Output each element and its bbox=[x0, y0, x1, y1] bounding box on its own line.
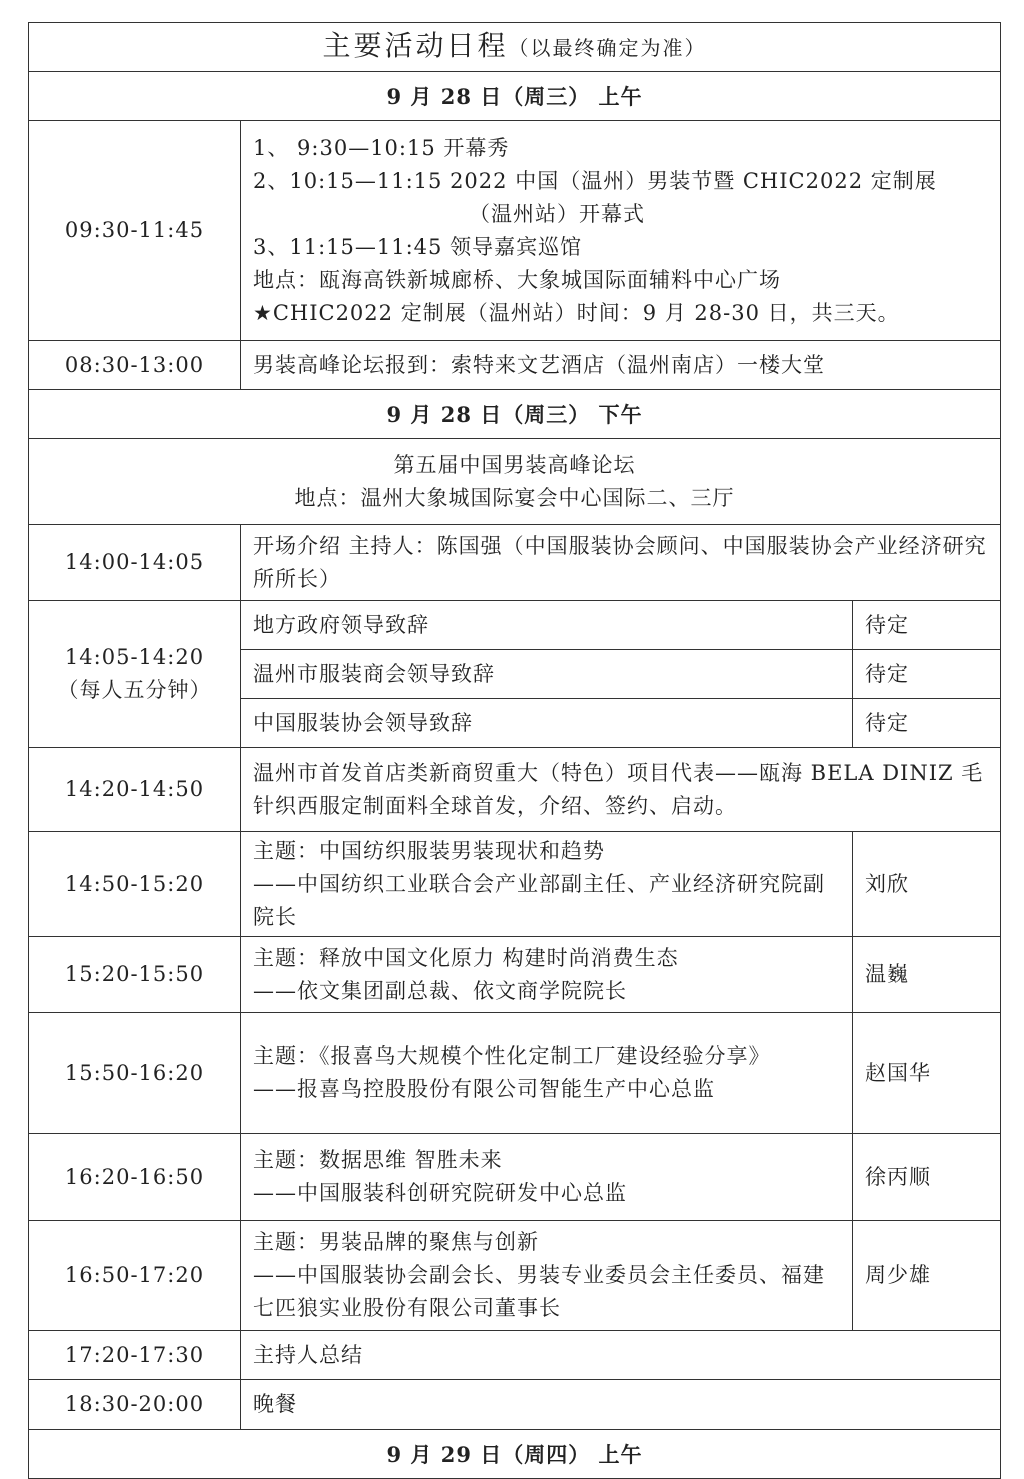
forum-info bbox=[29, 439, 1001, 525]
opening-details bbox=[241, 121, 1001, 341]
talk-role: ——报喜鸟控股股份有限公司智能生产中心总监 bbox=[253, 1077, 715, 1101]
speaker-name: 待定 bbox=[853, 699, 1001, 748]
schedule-row bbox=[29, 601, 1001, 650]
time-cell: 15:50-16:20 bbox=[29, 1013, 241, 1134]
speaker-name: 待定 bbox=[853, 650, 1001, 699]
section-header-day1-pm: 9 月 28 日（周三） 下午 bbox=[29, 390, 1001, 439]
page-title bbox=[29, 23, 1001, 72]
talk-role: ——中国服装协会副会长、男装专业委员会主任委员、福建七匹狼实业股份有限公司董事长 bbox=[253, 1263, 825, 1320]
speech-item: 中国服装协会领导致辞 bbox=[241, 699, 853, 748]
speaker-name: 温巍 bbox=[853, 937, 1001, 1013]
section-header-row bbox=[29, 1430, 1001, 1479]
speech-item: 温州市服装商会领导致辞 bbox=[241, 650, 853, 699]
schedule-row bbox=[29, 832, 1001, 937]
title-note: （以最终确定为准） bbox=[508, 36, 707, 60]
speaker-name: 徐丙顺 bbox=[853, 1134, 1001, 1221]
talk-details bbox=[241, 832, 853, 937]
schedule-table bbox=[28, 22, 1001, 1479]
speaker-name: 刘欣 bbox=[853, 832, 1001, 937]
talk-role: ——中国服装科创研究院研发中心总监 bbox=[253, 1181, 627, 1205]
speaker-name: 待定 bbox=[853, 601, 1001, 650]
talk-details bbox=[241, 1013, 853, 1134]
speech-item: 地方政府领导致辞 bbox=[241, 601, 853, 650]
time-cell: 16:20-16:50 bbox=[29, 1134, 241, 1221]
talk-topic: 主题：释放中国文化原力 构建时尚消费生态 bbox=[253, 945, 679, 970]
schedule-row bbox=[29, 525, 1001, 601]
time-cell: 14:50-15:20 bbox=[29, 832, 241, 937]
talk-topic: 主题：男装品牌的聚焦与创新 bbox=[253, 1230, 539, 1254]
speaker-name: 赵国华 bbox=[853, 1013, 1001, 1134]
schedule-row bbox=[29, 1134, 1001, 1221]
section-header-day1-am: 9 月 28 日（周三） 上午 bbox=[29, 72, 1001, 121]
time-cell: 17:20-17:30 bbox=[29, 1331, 241, 1380]
dinner-text: 晚餐 bbox=[241, 1380, 1001, 1430]
talk-topic: 主题：数据思维 智胜未来 bbox=[253, 1148, 503, 1172]
schedule-row bbox=[29, 937, 1001, 1013]
schedule-row bbox=[29, 341, 1001, 390]
title-main: 主要活动日程 bbox=[322, 29, 509, 62]
talk-topic: 主题：《报喜鸟大规模个性化定制工厂建设经验分享》 bbox=[253, 1044, 771, 1068]
forum-venue: 地点：温州大象城国际宴会中心国际二、三厅 bbox=[294, 485, 735, 510]
intro-text: 开场介绍 主持人：陈国强（中国服装协会顾问、中国服装协会产业经济研究所所长） bbox=[241, 525, 1001, 601]
schedule-row bbox=[29, 1221, 1001, 1331]
time-note: （每人五分钟） bbox=[57, 678, 212, 702]
schedule-row bbox=[29, 1380, 1001, 1430]
schedule-row bbox=[29, 1013, 1001, 1134]
schedule-row bbox=[29, 1331, 1001, 1380]
speaker-name: 周少雄 bbox=[853, 1221, 1001, 1331]
talk-topic: 主题：中国纺织服装男装现状和趋势 bbox=[253, 838, 605, 863]
time-cell: 09:30-11:45 bbox=[29, 121, 241, 341]
schedule-row bbox=[29, 748, 1001, 832]
time-cell: 14:00-14:05 bbox=[29, 525, 241, 601]
time-cell: 15:20-15:50 bbox=[29, 937, 241, 1013]
registration-text: 男装高峰论坛报到：索特来文艺酒店（温州南店）一楼大堂 bbox=[241, 341, 1001, 390]
time-cell: 08:30-13:00 bbox=[29, 341, 241, 390]
agenda-line: （温州站）开幕式 bbox=[469, 201, 645, 226]
schedule-row bbox=[29, 121, 1001, 341]
venue-line: 地点：瓯海高铁新城廊桥、大象城国际面辅料中心广场 bbox=[253, 267, 781, 292]
exhibition-note: ★CHIC2022 定制展（温州站）时间：9 月 28-30 日，共三天。 bbox=[253, 300, 900, 325]
talk-details bbox=[241, 1221, 853, 1331]
section-header-row bbox=[29, 390, 1001, 439]
schedule-page bbox=[28, 22, 1000, 1479]
forum-name: 第五届中国男装高峰论坛 bbox=[393, 452, 636, 477]
agenda-line: 2、10:15—11:15 2022 中国（温州）男装节暨 CHIC2022 定制展 bbox=[253, 168, 937, 193]
section-header-day2-am: 9 月 29 日（周四） 上午 bbox=[29, 1430, 1001, 1479]
time-cell: 16:50-17:20 bbox=[29, 1221, 241, 1331]
forum-info-row bbox=[29, 439, 1001, 525]
title-row bbox=[29, 23, 1001, 72]
time-cell: 18:30-20:00 bbox=[29, 1380, 241, 1430]
time-range: 14:05-14:20 bbox=[64, 645, 205, 669]
talk-details bbox=[241, 1134, 853, 1221]
talk-role: ——依文集团副总裁、依文商学院院长 bbox=[253, 978, 627, 1003]
section-header-row bbox=[29, 72, 1001, 121]
summary-text: 主持人总结 bbox=[241, 1331, 1001, 1380]
launch-text: 温州市首发首店类新商贸重大（特色）项目代表——瓯海 BELA DINIZ 毛针织西服定制面料全球首发，介绍、签约、启动。 bbox=[241, 748, 1001, 832]
time-cell bbox=[29, 601, 241, 748]
talk-role: ——中国纺织工业联合会产业部副主任、产业经济研究院副院长 bbox=[253, 871, 825, 929]
agenda-line: 3、11:15—11:45 领导嘉宾巡馆 bbox=[253, 234, 583, 259]
agenda-line: 1、 9:30—10:15 开幕秀 bbox=[253, 135, 510, 160]
time-cell: 14:20-14:50 bbox=[29, 748, 241, 832]
talk-details bbox=[241, 937, 853, 1013]
